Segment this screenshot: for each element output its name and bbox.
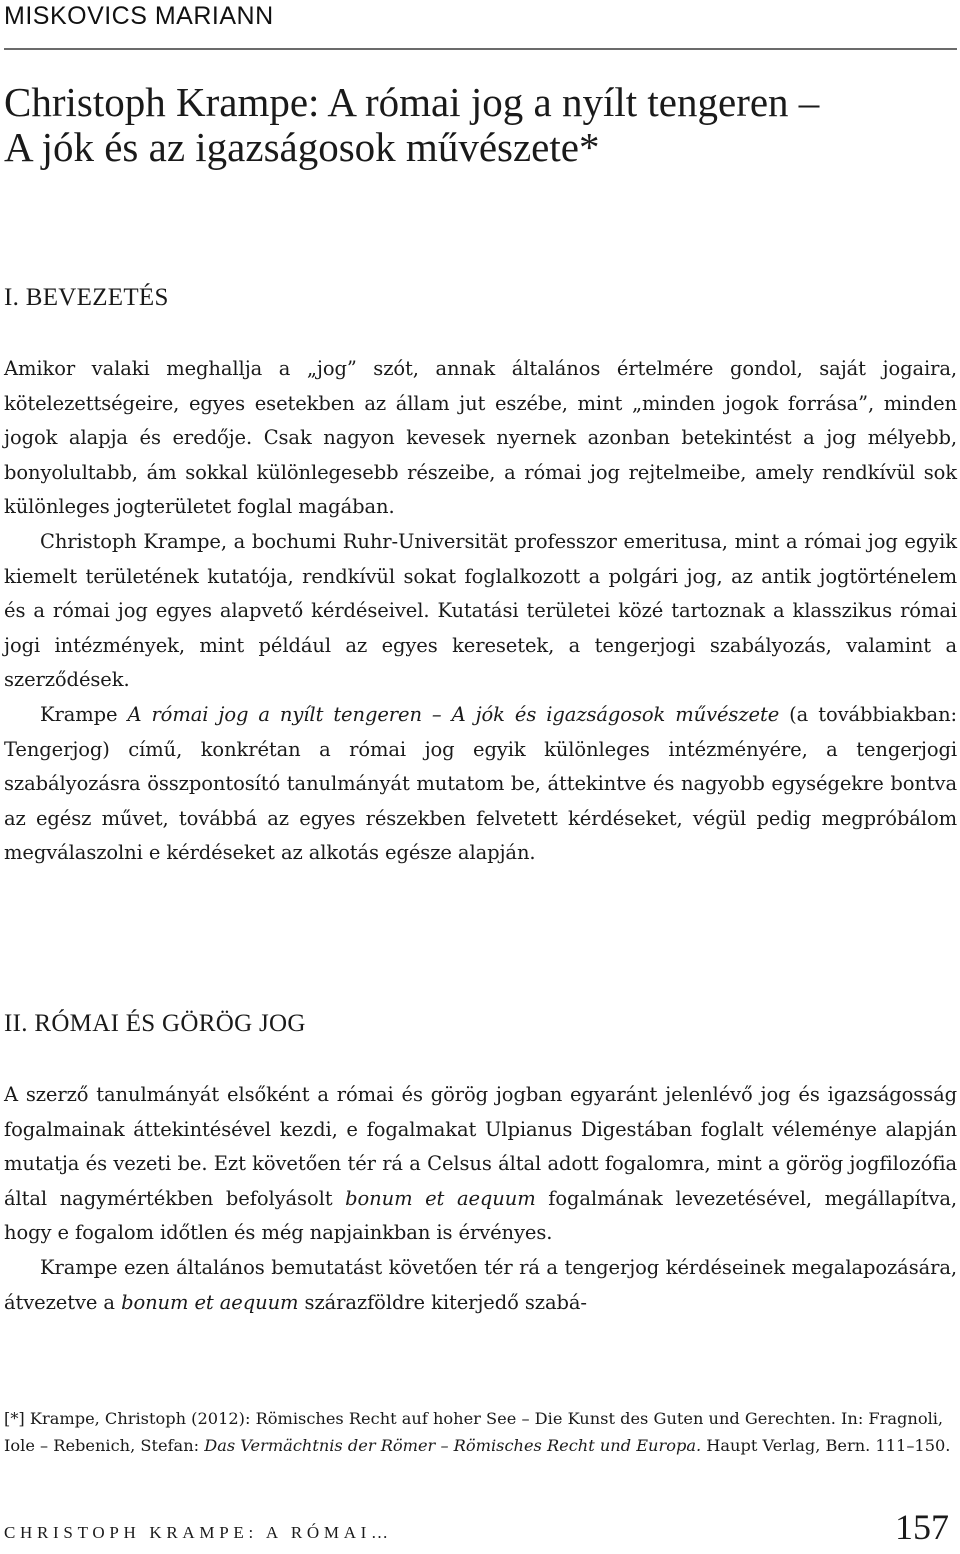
section-heading-introduction: I. BEVEZETÉS <box>4 284 169 311</box>
paragraph-text: A szerző tanulmányát elsőként a római és görög jogban egyaránt jelenlévő jog és igazságosság fogalmainak áttekintésével kezdi, e fogalmakat Ulpianus Digestában foglalt véleménye alapján mutatja és vezeti be. Ezt követően tér rá a Celsus által adott fogalomra, mint a görög jogfilozófia által nagymértékben befolyásolt <box>4 1083 957 1210</box>
header-rule <box>4 48 957 50</box>
paragraph-text: szárazföldre kiterjedő szabá- <box>298 1290 587 1314</box>
section-introduction-body <box>4 352 957 871</box>
paragraph-text: fogalmának levezetésével, megállapítva, hogy e fogalom időtlen és még napjainkban is érvényes. <box>4 1186 957 1245</box>
title-line-1: Christoph Krampe: A római jog a nyílt tengeren – <box>4 79 820 125</box>
title-line-2: A jók és az igazságosok művészete* <box>4 124 600 170</box>
author-name: MISKOVICS MARIANN <box>4 2 274 30</box>
paragraph: Christoph Krampe, a bochumi Ruhr-Universität professzor emeritusa, mint a római jog egyik kiemelt területének kutatója, rendkívül sokat foglalkozott a polgári jog, az antik jogtörténelem és a római jog egyes alapvető kérdéseivel. Kutatási területei közé tartoznak a klasszikus római jogi intézmények, mint például az egyes keresetek, a tengerjogi szabályozás, valamint a szerződések. <box>4 529 957 692</box>
paragraph-text: Krampe <box>40 702 128 726</box>
paragraph-text: (a továbbiakban: Tengerjog) című, konkrétan a római jog egyik különleges intézményére, a tengerjogi szabályozásra összpontosító tanulmányát mutatom be, áttekintve és nagyobb egységekre bontva az egész művet, továbbá az egyes részekben felvetett kérdéseket, végül pedig megpróbálom megválaszolni e kérdéseket az alkotás egésze alapján. <box>4 702 958 865</box>
paragraph <box>4 1251 957 1320</box>
paragraph <box>4 1078 957 1251</box>
footnote-italic-title: Das Vermächtnis der Römer – Römisches Recht und Europa. <box>204 1435 702 1455</box>
section-roman-greek-body <box>4 1078 957 1320</box>
page-number: 157 <box>895 1507 949 1547</box>
paragraph-text: Krampe ezen általános bemutatást követően tér rá a tengerjog kérdéseinek megalapozására, átvezetve a <box>4 1255 957 1314</box>
document-page <box>4 0 957 1554</box>
running-footer-title: CHRISTOPH KRAMPE: A RÓMAI… <box>4 1523 393 1542</box>
footnote <box>4 1406 957 1459</box>
paragraph <box>4 698 957 871</box>
book-title-italic: A római jog a nyílt tengeren – A jók és igazságosok művészete <box>127 702 780 726</box>
footnote-text: [*] Krampe, Christoph (2012): Römisches Recht auf hoher See – Die Kunst des Guten und Gerechten. In: Fragnoli, Iole – Rebenich, Stefan: <box>4 1409 944 1455</box>
latin-term-italic: bonum et aequum <box>121 1290 299 1314</box>
latin-term-italic: bonum et aequum <box>345 1186 536 1210</box>
article-title <box>4 80 957 170</box>
section-heading-roman-greek-law: II. RÓMAI ÉS GÖRÖG JOG <box>4 1010 306 1037</box>
footnote-text: Haupt Verlag, Bern. 111–150. <box>701 1435 951 1455</box>
paragraph: Amikor valaki meghallja a „jog” szót, annak általános értelmére gondol, saját jogaira, kötelezettségeire, egyes esetekben az állam jut eszébe, mint „minden jogok forrása”, minden jogok alapja és eredője. Csak nagyon kevesek nyernek azonban betekintést a jog mélyebb, bonyolultabb, ám sokkal különlegesebb részeibe, a római jog rejtelmeibe, amely rendkívül sok különleges jogterületet foglal magában. <box>4 357 957 519</box>
